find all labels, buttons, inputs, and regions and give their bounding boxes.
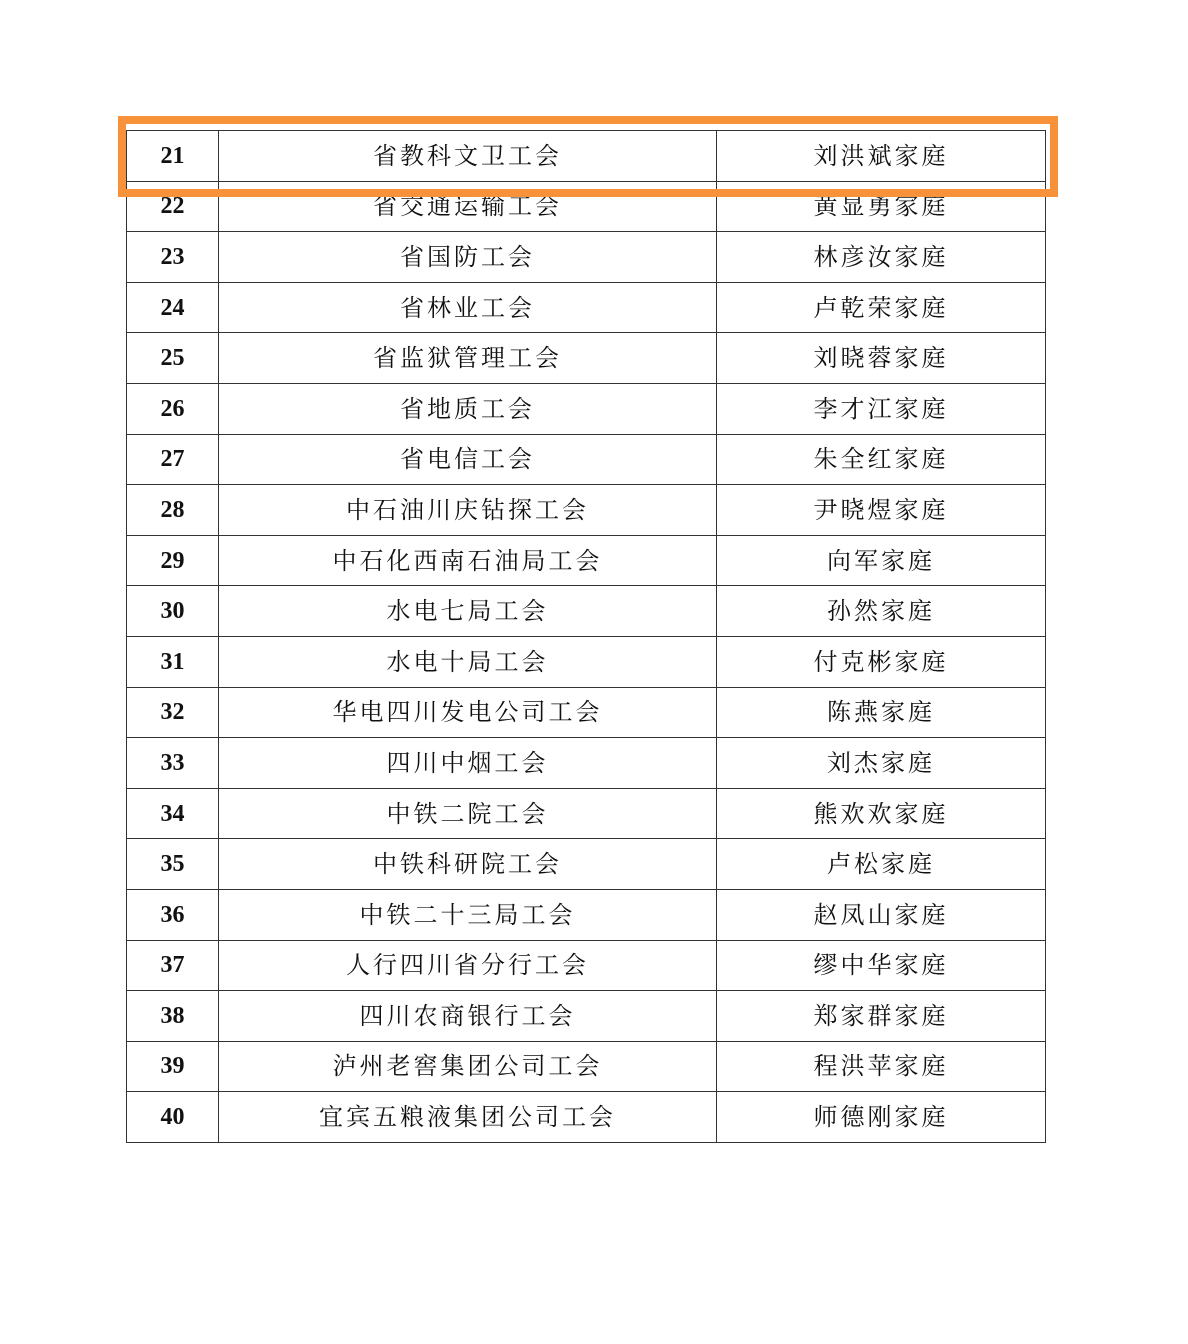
- family-name: 赵凤山家庭: [717, 889, 1046, 940]
- table-row: [127, 738, 1046, 789]
- union-name: 华电四川发电公司工会: [219, 687, 717, 738]
- row-number: 40: [127, 1092, 219, 1143]
- row-number: 31: [127, 636, 219, 687]
- highlight-frame-top-edge: [132, 116, 1050, 124]
- row-number: 25: [127, 333, 219, 384]
- union-name: 泸州老窖集团公司工会: [219, 1041, 717, 1092]
- row-number: 30: [127, 586, 219, 637]
- table-row: [127, 333, 1046, 384]
- union-name: 水电七局工会: [219, 586, 717, 637]
- row-number: 23: [127, 232, 219, 283]
- union-name: 省教科文卫工会: [219, 131, 717, 182]
- family-name: 林彦汝家庭: [717, 232, 1046, 283]
- union-name: 中铁二十三局工会: [219, 889, 717, 940]
- family-name: 卢松家庭: [717, 839, 1046, 890]
- family-name: 熊欢欢家庭: [717, 788, 1046, 839]
- family-name: 刘晓蓉家庭: [717, 333, 1046, 384]
- family-name: 程洪苹家庭: [717, 1041, 1046, 1092]
- union-name: 人行四川省分行工会: [219, 940, 717, 991]
- table-row: [127, 586, 1046, 637]
- union-name: 中石油川庆钻探工会: [219, 485, 717, 536]
- row-number: 24: [127, 282, 219, 333]
- union-name: 中铁科研院工会: [219, 839, 717, 890]
- family-name: 黄显勇家庭: [717, 181, 1046, 232]
- table-row: [127, 991, 1046, 1042]
- award-table-body: [127, 131, 1046, 1143]
- family-name: 师德刚家庭: [717, 1092, 1046, 1143]
- family-name: 郑家群家庭: [717, 991, 1046, 1042]
- union-name: 省监狱管理工会: [219, 333, 717, 384]
- row-number: 39: [127, 1041, 219, 1092]
- table-row: [127, 383, 1046, 434]
- table-row: [127, 232, 1046, 283]
- union-name: 中铁二院工会: [219, 788, 717, 839]
- table-row: [127, 535, 1046, 586]
- union-name: 四川中烟工会: [219, 738, 717, 789]
- row-number: 33: [127, 738, 219, 789]
- family-name: 刘杰家庭: [717, 738, 1046, 789]
- union-name: 省电信工会: [219, 434, 717, 485]
- row-number: 28: [127, 485, 219, 536]
- table-row: [127, 889, 1046, 940]
- union-name: 水电十局工会: [219, 636, 717, 687]
- table-row: [127, 131, 1046, 182]
- union-name: 省交通运输工会: [219, 181, 717, 232]
- table-row: [127, 1092, 1046, 1143]
- table-row: [127, 940, 1046, 991]
- table-row: [127, 1041, 1046, 1092]
- row-number: 37: [127, 940, 219, 991]
- family-name: 朱全红家庭: [717, 434, 1046, 485]
- family-name: 付克彬家庭: [717, 636, 1046, 687]
- union-name: 中石化西南石油局工会: [219, 535, 717, 586]
- family-name: 刘洪斌家庭: [717, 131, 1046, 182]
- table-row: [127, 636, 1046, 687]
- row-number: 27: [127, 434, 219, 485]
- award-table-container: [126, 130, 1045, 1143]
- table-row: [127, 181, 1046, 232]
- row-number: 34: [127, 788, 219, 839]
- family-name: 孙然家庭: [717, 586, 1046, 637]
- union-name: 宜宾五粮液集团公司工会: [219, 1092, 717, 1143]
- family-name: 卢乾荣家庭: [717, 282, 1046, 333]
- row-number: 32: [127, 687, 219, 738]
- union-name: 省国防工会: [219, 232, 717, 283]
- row-number: 38: [127, 991, 219, 1042]
- table-row: [127, 485, 1046, 536]
- row-number: 26: [127, 383, 219, 434]
- row-number: 21: [127, 131, 219, 182]
- union-name: 省地质工会: [219, 383, 717, 434]
- row-number: 36: [127, 889, 219, 940]
- family-name: 陈燕家庭: [717, 687, 1046, 738]
- table-row: [127, 839, 1046, 890]
- family-name: 李才江家庭: [717, 383, 1046, 434]
- row-number: 35: [127, 839, 219, 890]
- table-row: [127, 788, 1046, 839]
- row-number: 22: [127, 181, 219, 232]
- table-row: [127, 282, 1046, 333]
- union-name: 省林业工会: [219, 282, 717, 333]
- family-name: 向军家庭: [717, 535, 1046, 586]
- award-table: [126, 130, 1046, 1143]
- union-name: 四川农商银行工会: [219, 991, 717, 1042]
- family-name: 尹晓煜家庭: [717, 485, 1046, 536]
- table-row: [127, 434, 1046, 485]
- table-row: [127, 687, 1046, 738]
- family-name: 缪中华家庭: [717, 940, 1046, 991]
- row-number: 29: [127, 535, 219, 586]
